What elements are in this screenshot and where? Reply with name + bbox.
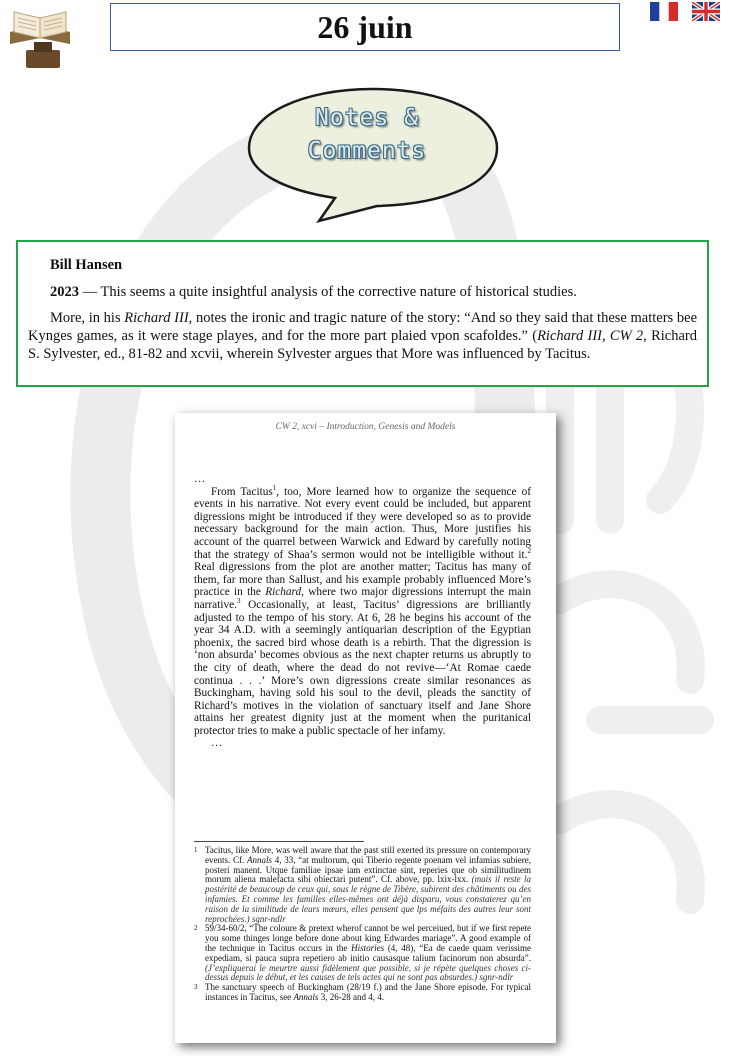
footnote-2 xyxy=(194,924,531,983)
fn2-text-b: (4, 48), “Ea de caede quam verissime expediam, si pauca supra repetiero ab initio causasque talium facinorum non absurda”. xyxy=(205,942,531,963)
comment-paragraph-2 xyxy=(28,309,697,363)
scanned-page xyxy=(175,413,556,1043)
comment-text-1: — This seems a quite insightful analysis of the corrective nature of historical studies. xyxy=(82,284,577,300)
fn3-italic: Annals xyxy=(293,991,319,1002)
heading-line-2: Comments xyxy=(307,138,427,164)
comment-author: Bill Hansen xyxy=(50,257,123,273)
comment-paragraph-1 xyxy=(28,283,697,301)
fn2-text-a: 59/34-60/2, “The coloure & pretext wherof cannot be wel perceiued, but if we first repete you some thinges longe before done about king Edwardes mariage”. A good example of the technique in Tacitus occurs in the xyxy=(205,923,531,953)
scan-text-2: , too, More learned how to organize the sequence of events in his narrative. Not every event could be included, but apparent digressions might be introduced if they were developed so as to provide necessary background for the main action. Thus, More justifies his account of the quarrel between Warwick and Edward by carefully noting that the strategy of Shaa’s sermon would not be intelligible without it. xyxy=(194,485,531,561)
fn1-text-a: Tacitus, like More, was well aware that the past still exerted its pressure on contemporary events. Cf. xyxy=(205,845,531,865)
scan-paragraph xyxy=(194,483,531,738)
scan-ellipsis-bottom: … xyxy=(211,737,223,750)
notes-panel xyxy=(16,240,709,387)
comment-text-2a: More, in his xyxy=(50,310,125,326)
footnote-number: 3 xyxy=(194,983,198,992)
fn1-text-b: 4, 33, “at multorum, qui Tiberio regente poenam vel infamias subiere, posteri manent. Utque familiae ipsae iam extinctae sint, reperies que ob similitudinem morum aliena malefacta sibi obiectari putent”. Cf. above, pp. lxix-lxx. xyxy=(205,854,531,885)
scan-footnotes xyxy=(194,846,531,1003)
french-flag-icon[interactable] xyxy=(650,2,678,21)
fn1-italic: Annals xyxy=(246,854,272,865)
scan-running-header: CW 2, xcvi – Introduction, Genesis and Models xyxy=(275,422,456,432)
footnote-1 xyxy=(194,846,531,924)
footnote-ref-1[interactable]: 1 xyxy=(272,483,277,492)
fn2-italic: Histories xyxy=(351,942,385,953)
fn1-translation: (mais il reste la postérité de beaucoup de ceux qui, sous le règne de Tibère, subirent des châtiments ou des infamies. Et comme les familles elles-mêmes ont déjà disparu, vous constaterez qu’en raison de la similitude de leurs mœurs, elles pensent que lps méfaits des autres leur sont reprochées.) sgnr-ndlr xyxy=(205,874,531,924)
comment-text-2c: Richard S. Sylvester, ed., 81-82 and xcvii, wherein Sylvester argues that More was influenced by Tacitus. xyxy=(28,328,697,362)
scan-ellipsis-top: … xyxy=(194,473,206,485)
fn3-text-b: 3, 26-28 and 4, 4. xyxy=(318,991,384,1002)
comment-text-2b: notes the ironic and tragic nature of the story: “And so they said that these matters bee Kynges games, as it were stage playes, and for the more part plaied vpon scafoldes.” ( xyxy=(28,310,697,344)
footnote-ref-3[interactable]: 3 xyxy=(236,597,241,606)
fn3-text-a: The sanctuary speech of Buckingham (28/19 f.) and the Jane Shore episode. For typical instances in Tacitus, see xyxy=(205,982,531,1002)
scan-text-1: From Tacitus xyxy=(211,485,273,498)
scan-body-text xyxy=(194,473,531,750)
footnote-3 xyxy=(194,983,531,1003)
comment-title-ref: Richard III, xyxy=(124,310,193,326)
footnote-number: 2 xyxy=(194,924,198,933)
scan-text-4: , where two major digressions interrupt the main narrative. xyxy=(194,586,531,611)
date-title: 26 juin xyxy=(110,3,620,51)
footnote-divider xyxy=(194,841,364,842)
footnote-ref-2[interactable]: 2 xyxy=(527,546,531,555)
fn2-translation: (J’expliquerai le meurtre aussi fidèlement que possible, si je répète quelques choses ci-dessus depuis le début, et les causes de tels actes qui ne sont pas absurdes.) sgnr-ndlr xyxy=(205,962,531,983)
comment-citation: Richard III, CW 2, xyxy=(537,328,647,344)
comment-year: 2023 xyxy=(50,284,79,300)
scan-italic-richard: Richard xyxy=(265,586,302,599)
notes-comments-heading xyxy=(247,102,487,168)
scan-text-3: Real digressions from the plot are another matter; Tacitus has many of them, far more than Sallust, and his example probably influenced More’s practice in the xyxy=(194,561,531,599)
heading-line-1: Notes & xyxy=(315,105,419,131)
book-lectern-icon[interactable] xyxy=(4,2,76,72)
scan-text-5: Occasionally, at least, Tacitus’ digressions are brilliantly adjusted to the tempo of his story. At 6, 28 he begins his account of the year 34 A.D. with a seemingly antiquarian description of the Egyptian phoenix, the sacred bird whose death is a rebirth. That the digression is ‘non absurda’ becomes obvious as the next chapter returns us abruptly to the city of death, where the dead do not revive—‘At Romae caede continua . . .’ More’s own digressions create similar resonances as Buckingham, having sold his soul to the devil, pleads the sanctity of Richard’s motives in the violation of sanctuary itself and Jane Shore attains her greatest dignity just at the moment when the puritanical protector tries to make a public spectacle of her infamy. xyxy=(194,598,531,737)
uk-flag-icon[interactable] xyxy=(692,2,720,21)
footnote-number: 1 xyxy=(194,846,198,854)
